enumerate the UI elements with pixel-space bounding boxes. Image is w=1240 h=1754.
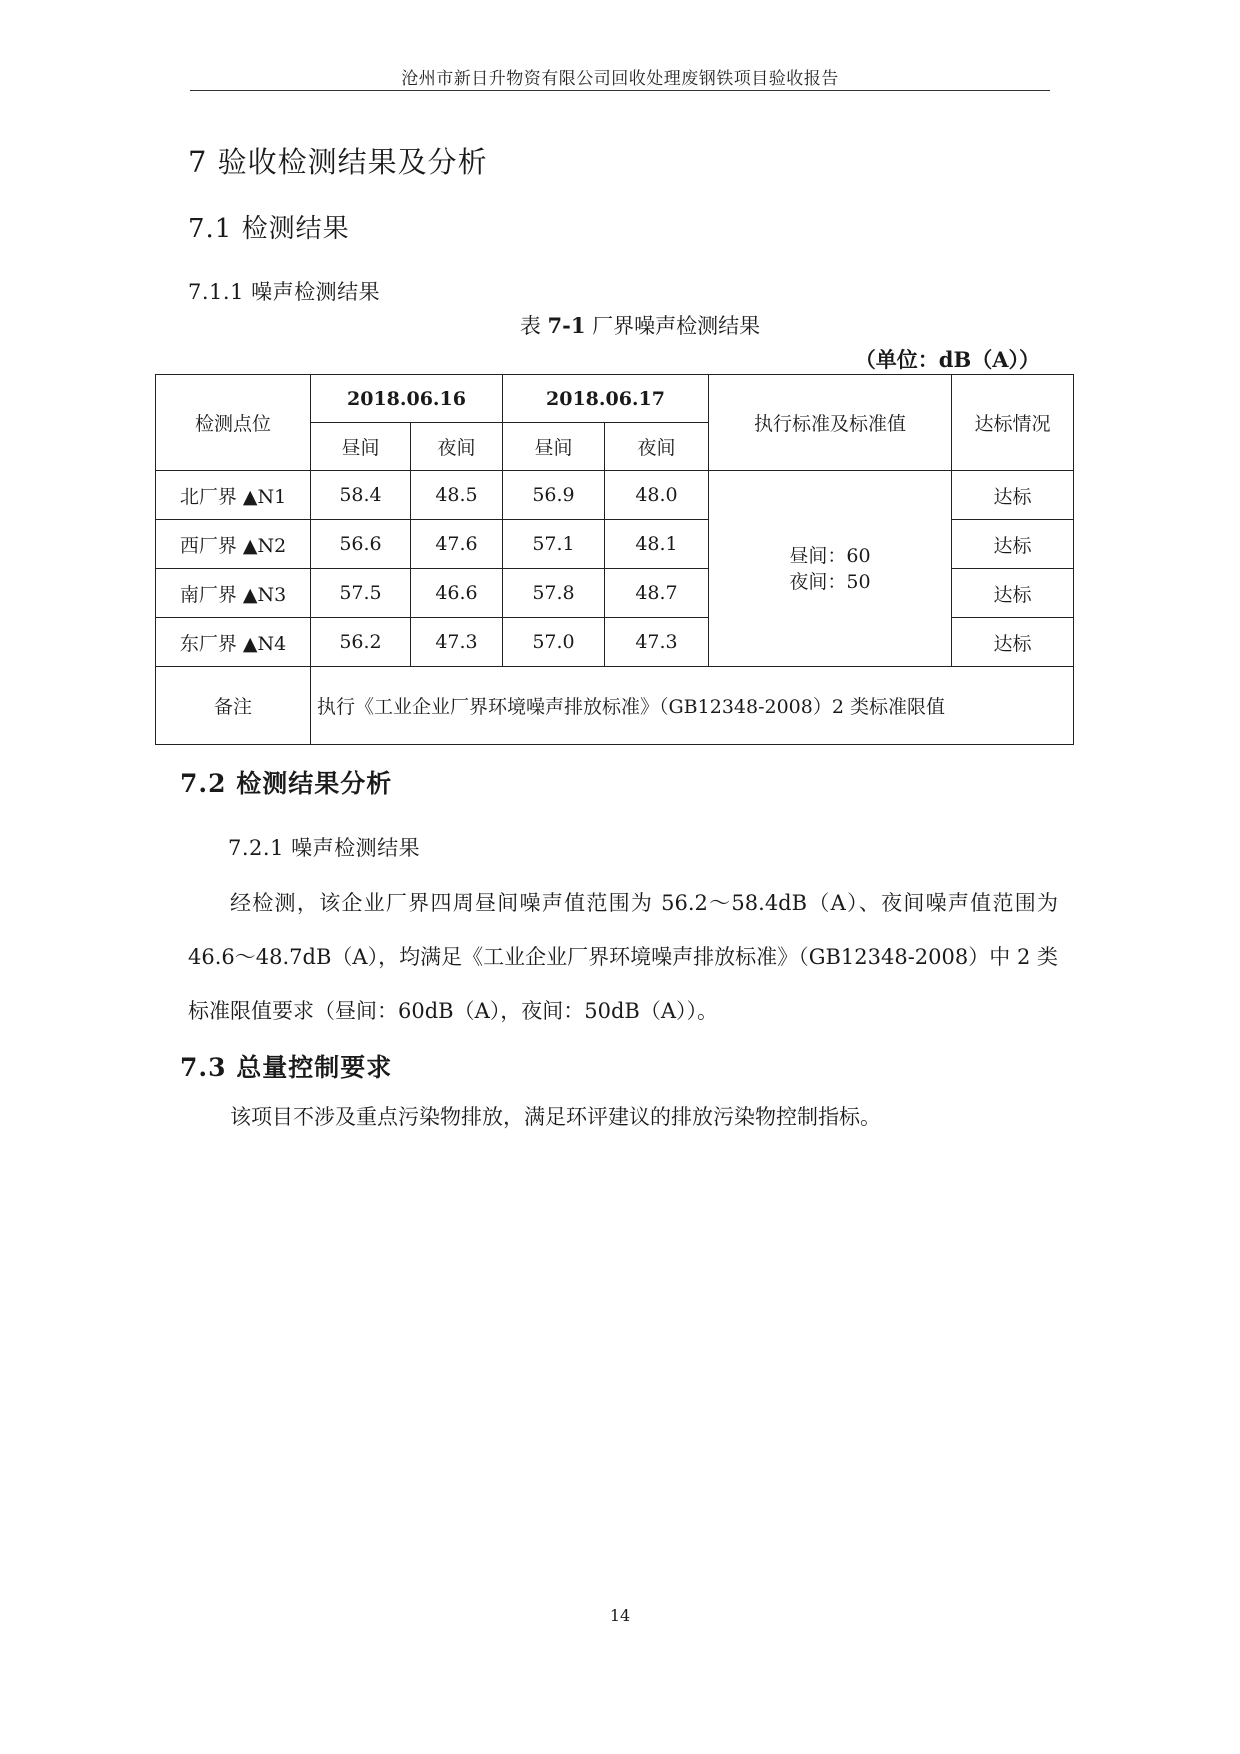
row-d1-night: 47.3: [411, 618, 503, 667]
row-d2-night: 48.0: [605, 471, 709, 520]
note-label: 备注: [156, 667, 311, 745]
row-d1-day: 57.5: [311, 569, 411, 618]
header-status: 达标情况: [952, 375, 1074, 471]
table-caption-prefix: 表: [519, 314, 541, 338]
section-7-title: 7 验收检测结果及分析: [188, 145, 488, 179]
noise-results-table: [155, 374, 1074, 745]
standard-day: 昼间：60: [789, 544, 871, 567]
row-point: 西厂界 ▲N2: [156, 520, 311, 569]
row-d2-night: 48.1: [605, 520, 709, 569]
row-d1-night: 48.5: [411, 471, 503, 520]
row-d1-day: 56.2: [311, 618, 411, 667]
row-d2-day: 57.0: [503, 618, 605, 667]
standard-night: 夜间：50: [789, 570, 871, 593]
row-point: 南厂界 ▲N3: [156, 569, 311, 618]
row-d2-night: 47.3: [605, 618, 709, 667]
table-caption-number: 7-1: [547, 313, 586, 338]
row-status: 达标: [952, 569, 1074, 618]
table-caption: [420, 310, 860, 340]
row-status: 达标: [952, 520, 1074, 569]
total-control-paragraph: 该项目不涉及重点污染物排放，满足环评建议的排放污染物控制指标。: [230, 1105, 881, 1129]
header-standard: 执行标准及标准值: [709, 375, 952, 471]
header-point: 检测点位: [156, 375, 311, 471]
header-date1-night: 夜间: [411, 423, 503, 471]
section-7-2-1-title: 7.2.1 噪声检测结果: [228, 836, 421, 860]
header-date-1: 2018.06.16: [311, 375, 503, 423]
page-header: 沧州市新日升物资有限公司回收处理废钢铁项目验收报告: [401, 69, 839, 89]
row-status: 达标: [952, 618, 1074, 667]
row-d2-day: 57.1: [503, 520, 605, 569]
row-d2-day: 56.9: [503, 471, 605, 520]
page-number: 14: [609, 1606, 631, 1625]
row-point: 东厂界 ▲N4: [156, 618, 311, 667]
row-point: 北厂界 ▲N1: [156, 471, 311, 520]
table-row: [156, 471, 1074, 520]
section-7-3-title: 7.3 总量控制要求: [180, 1053, 393, 1082]
analysis-paragraph: 经检测，该企业厂界四周昼间噪声值范围为 56.2～58.4dB（A）、夜间噪声值范围为 46.6～48.7dB（A），均满足《工业企业厂界环境噪声排放标准》（GB12348-2008）中 2 类标准限值要求（昼间：60dB（A），夜间：50dB（A））。: [188, 891, 1058, 1023]
row-status: 达标: [952, 471, 1074, 520]
header-date1-day: 昼间: [311, 423, 411, 471]
row-d1-night: 46.6: [411, 569, 503, 618]
section-7-1-title: 7.1 检测结果: [188, 214, 350, 244]
header-rule: [190, 90, 1050, 91]
row-d1-day: 56.6: [311, 520, 411, 569]
row-d2-night: 48.7: [605, 569, 709, 618]
section-7-1-1-title: 7.1.1 噪声检测结果: [188, 280, 381, 304]
header-date2-night: 夜间: [605, 423, 709, 471]
table-unit: （单位：dB（A））: [854, 347, 1040, 372]
header-date-2: 2018.06.17: [503, 375, 709, 423]
table-caption-text: 厂界噪声检测结果: [592, 314, 761, 338]
row-d2-day: 57.8: [503, 569, 605, 618]
standard-values: [709, 471, 952, 667]
row-d1-night: 47.6: [411, 520, 503, 569]
note-text: 执行《工业企业厂界环境噪声排放标准》（GB12348-2008）2 类标准限值: [311, 667, 1074, 745]
row-d1-day: 58.4: [311, 471, 411, 520]
section-7-2-title: 7.2 检测结果分析: [180, 769, 393, 798]
header-date2-day: 昼间: [503, 423, 605, 471]
